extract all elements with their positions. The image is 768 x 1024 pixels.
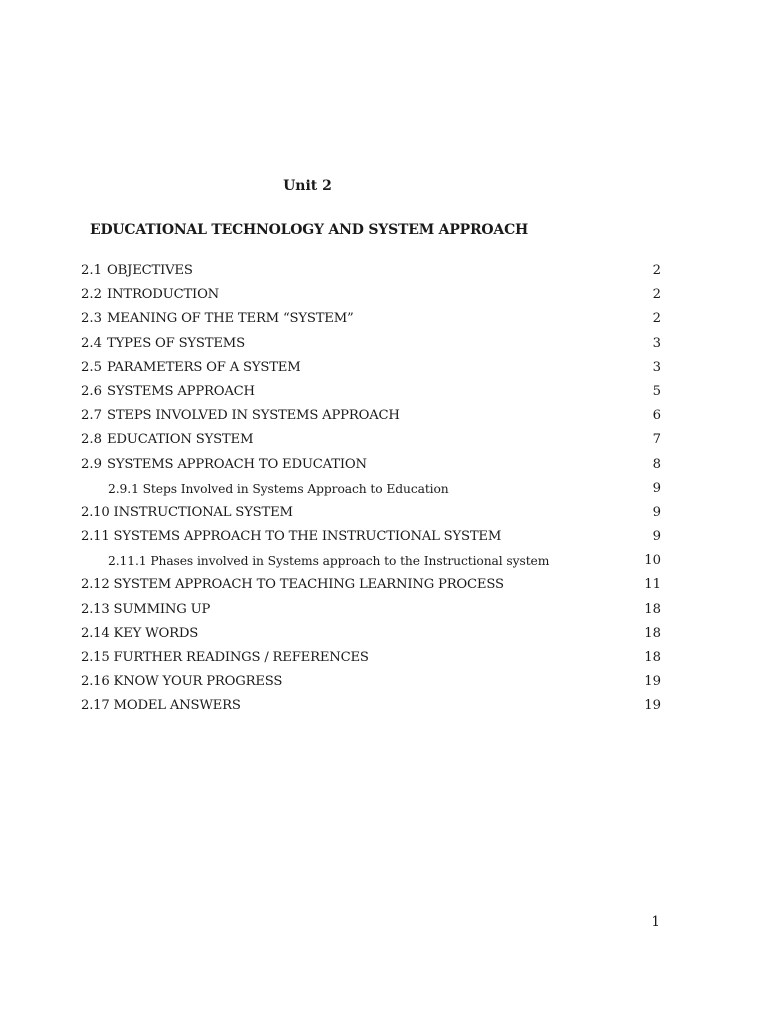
document-title: EDUCATIONAL TECHNOLOGY AND SYSTEM APPROACH [90, 222, 529, 238]
toc-entry-title: 2.16 KNOW YOUR PROGRESS [81, 674, 283, 690]
toc-entry [81, 622, 661, 646]
toc-entry-title: EDUCATION SYSTEM [107, 432, 254, 448]
toc-entry-number: 2.4 [81, 335, 102, 351]
toc-entry [81, 428, 661, 452]
toc-entry-title: SYSTEMS APPROACH [107, 383, 255, 399]
toc-entry-title: OBJECTIVES [107, 263, 193, 278]
toc-subentry-title: 2.11.1 Phases involved in Systems approach to the Instructional system [108, 554, 550, 569]
toc-entry-number: 2.2 [81, 287, 102, 303]
toc-entry-number: 2.6 [81, 383, 102, 399]
toc-entry [81, 598, 661, 622]
toc-entry-title: INTRODUCTION [107, 287, 220, 303]
toc-entry-page: 19 [644, 674, 661, 690]
toc-entry-page: 5 [652, 383, 661, 399]
unit-title: Unit 2 [283, 178, 332, 194]
toc-entry [81, 694, 661, 718]
toc-entry [81, 670, 661, 694]
table-of-contents [81, 259, 661, 719]
toc-entry-title: TYPES OF SYSTEMS [107, 335, 245, 351]
toc-entry-title: SYSTEMS APPROACH TO EDUCATION [107, 456, 367, 472]
toc-entry [81, 453, 661, 477]
toc-entry-number: 2.5 [81, 359, 102, 375]
toc-entry-number: 2.7 [81, 408, 102, 424]
toc-entry [81, 380, 661, 404]
toc-entry-title: 2.11 SYSTEMS APPROACH TO THE INSTRUCTIONAL SYSTEM [81, 529, 502, 545]
toc-entry-title: MEANING OF THE TERM “SYSTEM” [107, 311, 354, 327]
toc-entry-page: 18 [644, 601, 661, 617]
toc-entry-page: 2 [652, 311, 661, 327]
toc-entry-page: 9 [652, 529, 661, 545]
toc-entry-page: 6 [652, 408, 661, 424]
toc-entry-page: 18 [644, 625, 661, 641]
toc-entry-title: 2.15 FURTHER READINGS / REFERENCES [81, 650, 369, 665]
toc-entry-title: 2.12 SYSTEM APPROACH TO TEACHING LEARNING PROCESS [81, 577, 504, 593]
toc-entry-title: STEPS INVOLVED IN SYSTEMS APPROACH [107, 408, 400, 424]
toc-entry [81, 573, 661, 597]
toc-entry-page: 9 [652, 480, 661, 496]
toc-entry-page: 9 [652, 504, 661, 520]
toc-entry [81, 259, 661, 283]
toc-entry [81, 525, 661, 549]
toc-entry-page: 10 [644, 553, 661, 569]
toc-subentry-title: 2.9.1 Steps Involved in Systems Approach to Education [108, 481, 449, 496]
toc-subentry [81, 549, 661, 573]
toc-entry-title: 2.17 MODEL ANSWERS [81, 698, 241, 714]
toc-entry-page: 7 [652, 432, 661, 448]
toc-entry-number: 2.3 [81, 311, 102, 327]
page-number: 1 [651, 914, 660, 930]
toc-entry [81, 332, 661, 356]
toc-entry-page: 3 [652, 359, 661, 375]
toc-entry-page: 3 [652, 335, 661, 351]
toc-subentry [81, 477, 661, 501]
toc-entry-page: 8 [652, 456, 661, 472]
toc-entry-page: 19 [644, 698, 661, 714]
toc-entry [81, 404, 661, 428]
toc-entry-page: 2 [652, 287, 661, 303]
toc-entry [81, 501, 661, 525]
toc-entry-number: 2.8 [81, 432, 102, 448]
toc-entry-title: 2.10 INSTRUCTIONAL SYSTEM [81, 504, 293, 520]
toc-entry-page: 11 [644, 577, 661, 593]
toc-entry-title: PARAMETERS OF A SYSTEM [107, 359, 301, 375]
toc-entry-page: 18 [644, 650, 661, 665]
toc-entry-number: 2.9 [81, 456, 102, 472]
toc-entry [81, 307, 661, 331]
toc-entry [81, 356, 661, 380]
toc-entry [81, 646, 661, 670]
toc-entry-number: 2.1 [81, 263, 102, 278]
toc-entry [81, 283, 661, 307]
toc-entry-page: 2 [652, 263, 661, 278]
toc-entry-title: 2.13 SUMMING UP [81, 601, 211, 617]
toc-entry-title: 2.14 KEY WORDS [81, 625, 199, 641]
